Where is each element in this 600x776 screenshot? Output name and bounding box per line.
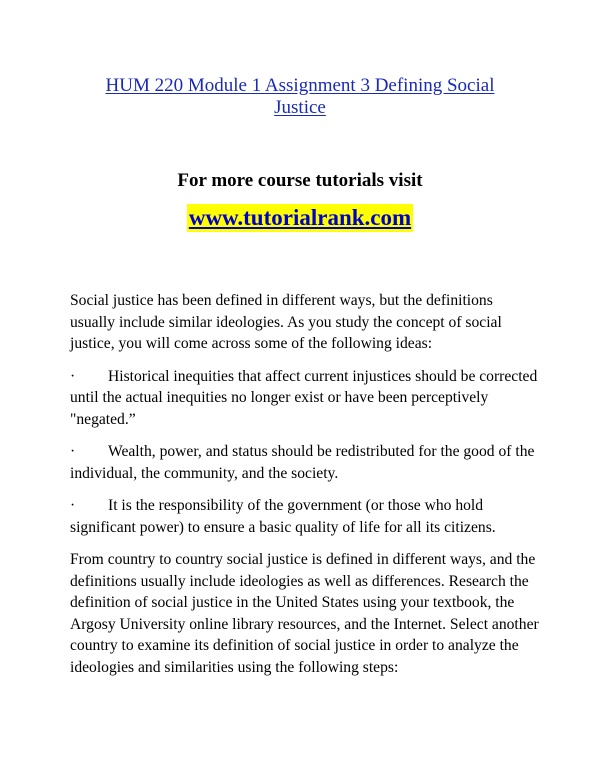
bullet-item [70,441,540,484]
bullet-marker: · [70,443,76,460]
bullet-marker: · [70,497,76,514]
bullet-text: Historical inequities that affect current injustices should be corrected until the actual inequities no longer exist or have been perceptively "negated.” [70,367,538,428]
document-body [70,290,540,689]
bullet-text: Wealth, power, and status should be redistributed for the good of the individual, the community, and the society. [70,443,535,482]
bullet-marker: · [70,367,76,385]
closing-paragraph: From country to country social justice is defined in different ways, and the definitions usually include ideologies as well as differences. Research the definition of social justice in the United States using your textbook, the Argosy University online library resources, and the Internet. Select another country to examine its definition of social justice in order to analyze the ideologies and similarities using the following steps: [70,551,539,676]
tutorialrank-link[interactable]: www.tutorialrank.com [188,205,412,230]
promo-label: For more course tutorials visit [177,170,423,191]
document-title-link[interactable]: HUM 220 Module 1 Assignment 3 Defining Social Justice [105,75,495,118]
promo-link-container [0,204,600,232]
bullet-text: It is the responsibility of the government (or those who hold significant power) to ensure a basic quality of life for all its citizens. [70,497,496,536]
bullet-item [70,366,540,431]
bullet-item [70,495,540,538]
intro-paragraph: Social justice has been defined in different ways, but the definitions usually include similar ideologies. As you study the concept of social justice, you will come across some of the following ideas: [70,292,502,352]
